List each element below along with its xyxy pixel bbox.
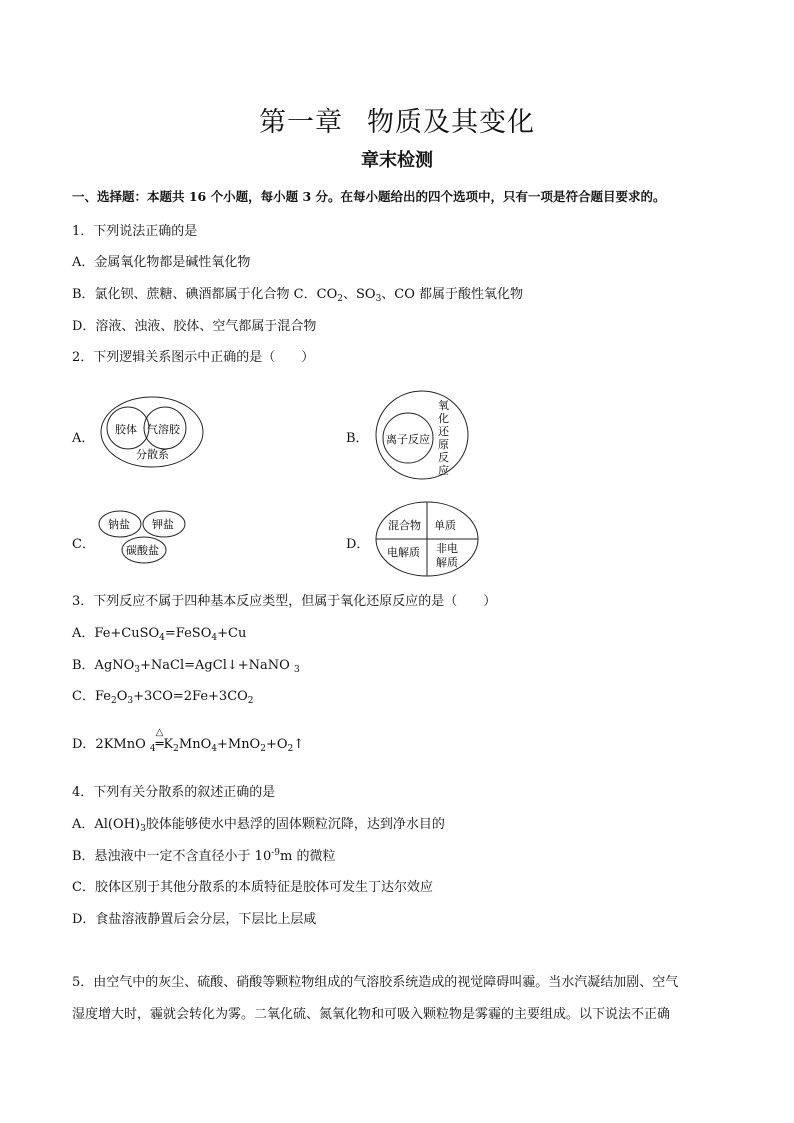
q1-option-a: A．金属氧化物都是碱性氧化物: [72, 255, 251, 270]
q4-option-d: D．食盐溶液静置后会分层，下层比上层咸: [72, 912, 317, 927]
q2-diagram-c: [98, 509, 190, 565]
q4-option-b: B．悬浊液中一定不含直径小于 $10^{-9}m$ 的微粒: [72, 848, 336, 864]
q2-label-a: A．: [72, 431, 95, 446]
q2-diagram-d: [374, 500, 480, 578]
diag-b-char: 原: [438, 438, 449, 451]
q2-diagram-b: [374, 389, 470, 481]
diag-b-ionic-label: 离子反应: [386, 433, 430, 446]
chapter-name: 物质及其变化: [367, 107, 535, 138]
diag-c-potassium-label: 钾盐: [152, 518, 174, 531]
diag-c-carbonate-label: 碳酸盐: [126, 544, 159, 557]
q1-stem: 1．下列说法正确的是: [72, 224, 198, 239]
q5-text-line-1: 5．由空气中的灰尘、硫酸、硝酸等颗粒物组成的气溶胶系统造成的视觉障碍叫霾。当水汽凝结加剧、空气: [72, 975, 679, 990]
diag-d-mixture-label: 混合物: [388, 519, 421, 532]
diag-d-nonelectrolyte-label-2: 解质: [436, 556, 458, 569]
q3-option-b: B．AgNO$_3$+NaCl=AgCl↓+NaNO $_3$: [72, 658, 300, 675]
q3-option-d: D．2KMnO $_4$ △ $═K_2MnO_4+MnO_2+O_2↑$: [72, 727, 305, 754]
chapter-number: 第一章: [259, 107, 343, 138]
q2-label-b: B．: [346, 431, 369, 446]
q5-text-line-2: 湿度增大时，霾就会转化为雾。二氧化硫、氮氧化物和可吸入颗粒物是雾霾的主要组成。以下说法不正确: [72, 1007, 671, 1022]
diag-d-electrolyte-label: 电解质: [387, 546, 420, 559]
diag-c-sodium-label: 钠盐: [108, 518, 130, 531]
chapter-title: [0, 100, 794, 139]
diag-b-char: 应: [438, 464, 449, 477]
q3-option-c: C．$Fe_2O_3+3CO=2Fe+3CO_2$: [72, 689, 254, 706]
diag-b-char: 还: [438, 425, 449, 438]
q1-option-d: D．溶液、浊液、胶体、空气都属于混合物: [72, 319, 317, 334]
q4-stem: 4．下列有关分散系的叙述正确的是: [72, 785, 276, 800]
diag-a-colloid-label: 胶体: [115, 423, 137, 436]
section-intro: 一、选择题：本题共 16 个小题，每小题 3 分。在每小题给出的四个选项中，只有一项是符合题目要求的。: [72, 189, 666, 204]
q4-option-a: A．$Al(OH)_3$胶体能够使水中悬浮的固体颗粒沉降，达到净水目的: [72, 817, 445, 834]
q3-stem: 3．下列反应不属于四种基本反应类型，但属于氧化还原反应的是（ ）: [72, 594, 497, 609]
q3-option-a: A．Fe+CuSO$_4$=FeSO$_4$+Cu: [72, 626, 247, 643]
q2-stem: 2．下列逻辑关系图示中正确的是（ ）: [72, 350, 315, 365]
q2-label-d: D．: [346, 537, 370, 552]
diag-b-char: 氧: [438, 399, 449, 412]
diag-b-char: 反: [438, 451, 449, 464]
heat-equals-sign: △ ═: [155, 727, 164, 752]
diag-b-char: 化: [438, 412, 449, 425]
section-subtitle: 章末检测: [361, 150, 433, 171]
diag-d-nonelectrolyte-label-1: 非电: [436, 542, 458, 555]
diag-a-dispersion-label: 分散系: [136, 448, 169, 461]
q2-label-c: C．: [72, 537, 95, 552]
diag-a-aerosol-label: 气溶胶: [147, 423, 180, 436]
q2-diagram-a: [100, 395, 204, 469]
q4-option-c: C．胶体区别于其他分散系的本质特征是胶体可发生丁达尔效应: [72, 880, 433, 895]
q1-option-b: B．氯化钡、蔗糖、碘酒都属于化合物 C．$CO_2$、$SO_3$、CO 都属于酸性氧化物: [72, 287, 524, 304]
diag-d-element-label: 单质: [434, 519, 456, 532]
